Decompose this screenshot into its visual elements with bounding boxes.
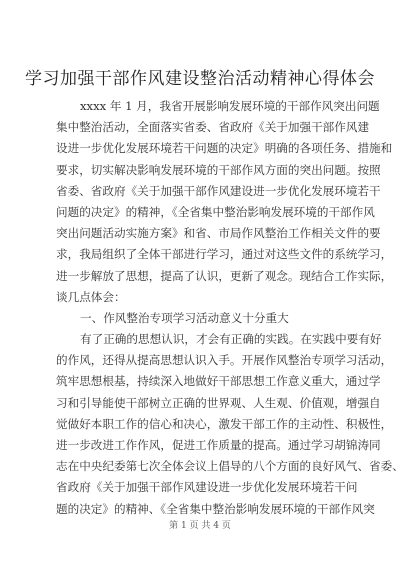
paragraph-line: 突出问题活动实施方案》和省、市局作风整治工作相关文件的要	[56, 226, 381, 241]
page-number-footer: 第 1 页 共 4 页	[169, 521, 231, 531]
document-title: 学习加强干部作风建设整治活动精神心得体会	[25, 69, 375, 89]
paragraph-line: 觉做好本职工作的信心和决心，激发干部工作的主动性、积极性，	[56, 416, 393, 431]
paragraph-line: 进一步解放了思想，提高了认识，更新了观念。现结合工作实际，	[56, 268, 393, 283]
paragraph-line: 省委、省政府《关于加强干部作风建设进一步优化发展环境若干	[56, 183, 381, 198]
paragraph-line: 题的决定》的精神、《全省集中整治影响发展环境的干部作风突	[56, 501, 375, 516]
paragraph-line: 进一步改进工作作风，促进工作质量的提高。通过学习胡锦涛同	[56, 438, 381, 452]
section-heading: 一、作风整治专项学习活动意义十分重大	[80, 310, 289, 325]
paragraph-line: 筑牢思想根基，持续深入地做好干部思想工作意义重大，通过学	[56, 374, 381, 389]
paragraph-line: 志在中央纪委第七次全体会议上倡导的八个方面的良好风气、省委、	[56, 459, 404, 474]
paragraph-line: 谈几点体会：	[56, 289, 126, 304]
paragraph-line: xxxx 年 1 月，我省开展影响发展环境的干部作风突出问题	[80, 99, 380, 113]
paragraph-line: 问题的决定》的精神，《全省集中整治影响发展环境的干部作风	[56, 204, 375, 219]
paragraph-line: 的作风，还得从提高思想认识入手。开展作风整治专项学习活动，	[56, 353, 393, 368]
document-body	[56, 96, 404, 520]
paragraph-line: 设进一步优化发展环境若干问题的决定》明确的各项任务、措施和	[56, 141, 393, 156]
paragraph-line: 要求，切实解决影响发展环境的干部作风方面的突出问题。按照	[56, 162, 381, 177]
paragraph-line: 求，我局组织了全体干部进行学习，通过对这些文件的系统学习，	[56, 247, 393, 262]
paragraph-line: 集中整治活动，全面落实省委、省政府《关于加强干部作风建	[56, 120, 370, 135]
paragraph-line: 有了正确的思想认识，才会有正确的实践。在实践中要有好	[80, 332, 382, 347]
paragraph-line: 省政府《关于加强干部作风建设进一步优化发展环境若干问	[56, 480, 358, 495]
paragraph-line: 习和引导能使干部树立正确的世界观、人生观、价值观，增强自	[56, 395, 381, 410]
